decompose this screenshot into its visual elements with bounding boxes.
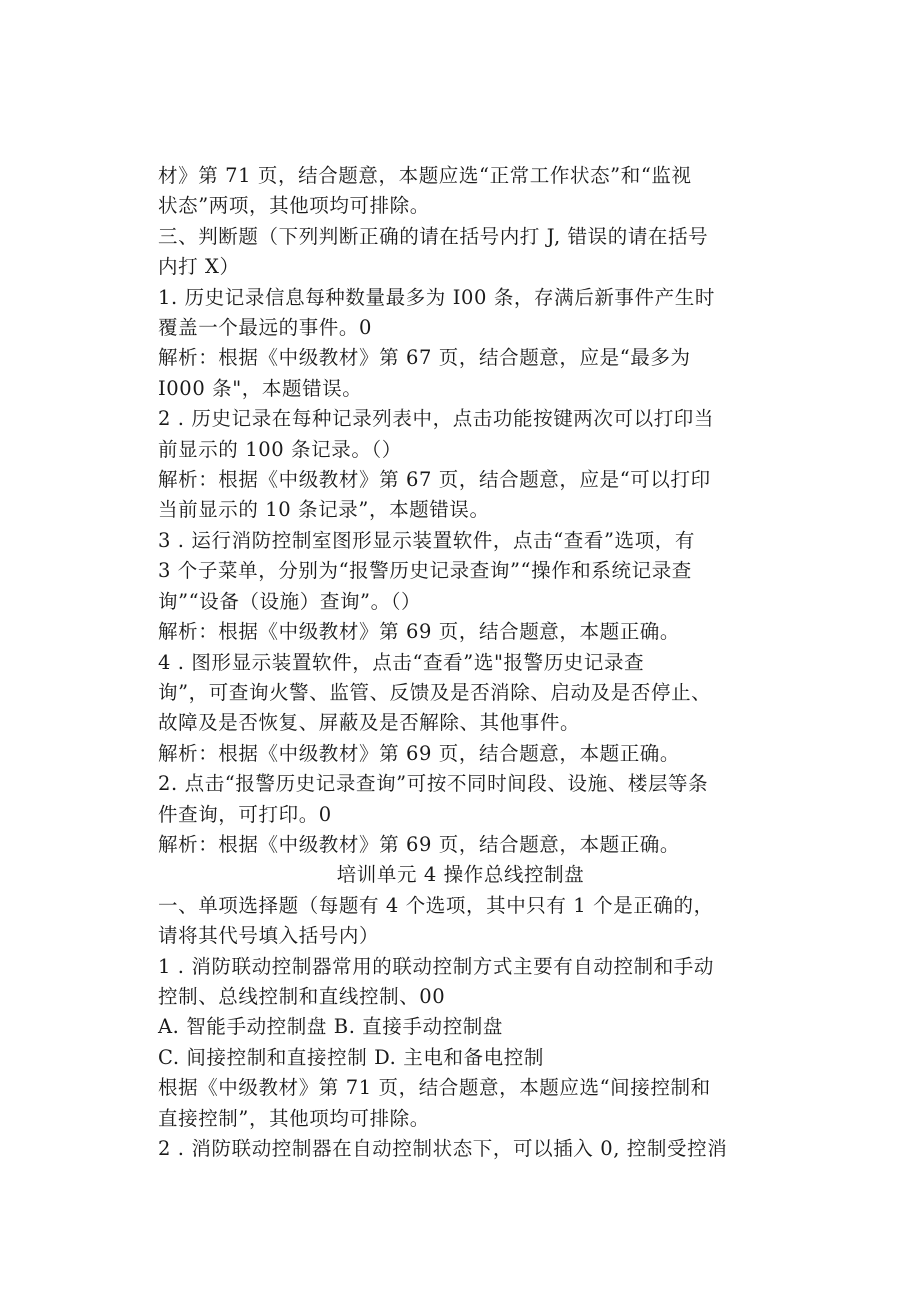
question-item: 3 个子菜单，分别为“报警历史记录查询”“操作和系统记录查 <box>158 559 692 583</box>
option-line: C. 间接控制和直接控制 D. 主电和备电控制 <box>158 1045 544 1069</box>
question-item: 件查询，可打印。0 <box>158 802 332 826</box>
document-body <box>158 161 763 1164</box>
question-item: 1 . 消防联动控制器常用的联动控制方式主要有自动控制和手动 <box>158 954 715 978</box>
section-heading: 一、单项选择题（每题有 4 个选项，其中只有 1 个是正确的， <box>158 893 714 917</box>
answer-analysis: 解析：根据《中级教材》第 69 页，结合题意，本题正确。 <box>158 741 681 765</box>
answer-analysis: 解析：根据《中级教材》第 67 页，结合题意，应是“可以打印 <box>158 468 711 492</box>
question-item: 故障及是否恢复、屏蔽及是否解除、其他事件。 <box>158 711 581 735</box>
section-heading: 请将其代号填入括号内） <box>158 924 380 948</box>
answer-analysis: 当前显示的 10 条记录”，本题错误。 <box>158 498 490 522</box>
text-line: 状态”两项，其他项均可排除。 <box>158 194 430 218</box>
answer-analysis: I000 条"，本题错误。 <box>158 376 363 400</box>
question-item: 询”“设备（设施）查询”。（） <box>158 589 422 613</box>
question-item: 询”，可查询火警、监管、反馈及是否消除、启动及是否停止、 <box>158 680 712 704</box>
answer-analysis: 解析：根据《中级教材》第 67 页，结合题意，应是“最多为 <box>158 346 691 370</box>
question-item: 控制、总线控制和直线控制、00 <box>158 984 446 1008</box>
question-item: 2 . 消防联动控制器在自动控制状态下，可以插入 0, 控制受控消 <box>158 1137 728 1160</box>
question-item: 4 . 图形显示装置软件，点击“查看”选"报警历史记录查 <box>158 650 645 674</box>
question-item: 2 . 历史记录在每种记录列表中，点击功能按键两次可以打印当 <box>158 407 715 431</box>
option-line: A. 智能手动控制盘 B. 直接手动控制盘 <box>158 1015 504 1039</box>
answer-analysis: 根据《中级教材》第 71 页，结合题意，本题应选“间接控制和 <box>158 1076 711 1100</box>
question-item: 2. 点击“报警历史记录查询”可按不同时间段、设施、楼层等条 <box>158 772 709 796</box>
section-heading: 内打 X） <box>158 255 240 279</box>
section-heading: 三、判断题（下列判断正确的请在括号内打 J, 错误的请在括号 <box>158 224 709 248</box>
question-item: 前显示的 100 条记录。（） <box>158 437 402 461</box>
question-item: 覆盖一个最远的事件。0 <box>158 316 373 340</box>
unit-title: 培训单元 4 操作总线控制盘 <box>336 863 585 887</box>
question-item: 1. 历史记录信息每种数量最多为 I00 条，存满后新事件产生时 <box>158 285 715 309</box>
answer-analysis: 直接控制”，其他项均可排除。 <box>158 1106 430 1130</box>
answer-analysis: 解析：根据《中级教材》第 69 页，结合题意，本题正确。 <box>158 620 681 644</box>
text-line: 材》第 71 页，结合题意，本题应选“正常工作状态”和“监视 <box>158 164 692 187</box>
question-item: 3 . 运行消防控制室图形显示装置软件，点击“查看”选项，有 <box>158 528 695 552</box>
answer-analysis: 解析：根据《中级教材》第 69 页，结合题意，本题正确。 <box>158 832 681 856</box>
